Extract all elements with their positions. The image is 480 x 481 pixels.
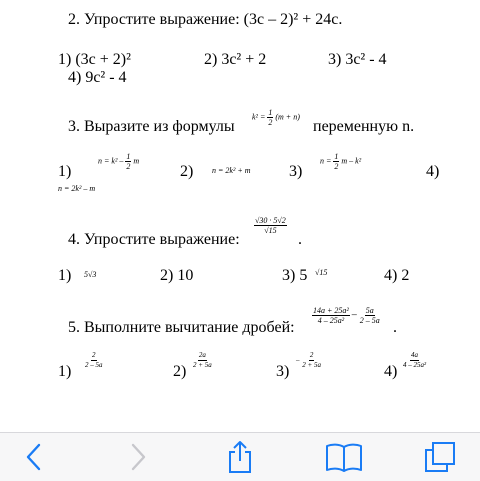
q3-label-1: 1) (58, 163, 72, 180)
q4-label-3: 3) 5 (282, 267, 308, 284)
q3-formula: k² = $\frac{1}{2}$ (m + n) (252, 108, 300, 127)
bookmarks-button[interactable] (316, 433, 372, 481)
q3-option-1: n = k² – $\frac{1}{2}$ m (98, 152, 140, 171)
q5-title: 5. Выполните вычитание дробей: (68, 319, 295, 336)
q5-label-2: 2) (173, 363, 187, 380)
bookmarks-icon (324, 441, 364, 473)
tabs-button[interactable] (412, 433, 468, 481)
q3-label-2: 2) (180, 163, 194, 180)
q2-answer-4: 4) 9с² - 4 (68, 69, 127, 86)
q5-answer-2: $\frac{2a}{2 + 5a}$ (193, 351, 212, 369)
q3-title-start: 3. Выразите из формулы (68, 118, 235, 135)
q3-option-4: n = 2k² – m (58, 184, 96, 193)
q5-answer-4: $\frac{4a}{\text{4 – 25a²}}$ (403, 351, 427, 369)
q4-expression: $\frac{√30 \cdot 5√2}{√15}$ (255, 216, 286, 235)
q2-answer-3: 3) 3с² - 4 (328, 51, 387, 68)
q5-label-4: 4) (384, 363, 398, 380)
q5-answer-3: – $\frac{2}{2 + 5a}$ (296, 351, 321, 369)
browser-toolbar (0, 432, 480, 481)
q4-label-1: 1) (58, 267, 72, 284)
q4-answer-3: √15 (315, 268, 328, 277)
q3-title-end: переменную n. (313, 118, 415, 135)
q3-label-4: 4) (426, 163, 440, 180)
q4-answer-2: 2) 10 (160, 267, 194, 284)
q5-label-1: 1) (58, 363, 72, 380)
q2-answer-1: 1) (3с + 2)² (58, 51, 131, 68)
share-icon (225, 439, 255, 475)
q2-title: 2. Упростите выражение: (3с – 2)² + 24с. (68, 11, 343, 28)
forward-button[interactable] (110, 433, 166, 481)
q4-period: . (298, 231, 302, 248)
tabs-icon (423, 440, 457, 474)
chevron-left-icon (24, 442, 44, 472)
q4-answer-1: 5√3 (84, 270, 97, 279)
q5-expression: $\frac{\text{14a + 25a²}}{\text{4 – 25a²}}$ – $\frac{5a}{2 - 5a}$ (313, 306, 380, 325)
q3-option-3: n = $\frac{1}{2}$ m – k² (320, 152, 362, 171)
back-button[interactable] (6, 433, 62, 481)
chevron-right-icon (128, 442, 148, 472)
q4-title: 4. Упростите выражение: (68, 231, 240, 248)
q5-answer-1: $\frac{2}{2 - 5a}$ (85, 351, 103, 369)
q3-label-3: 3) (289, 163, 303, 180)
q5-label-3: 3) (276, 363, 290, 380)
q2-answer-2: 2) 3с² + 2 (204, 51, 267, 68)
q5-period: . (393, 319, 397, 336)
q4-answer-4: 4) 2 (384, 267, 410, 284)
share-button[interactable] (212, 433, 268, 481)
q3-option-2: n = 2k² + m (212, 166, 251, 175)
